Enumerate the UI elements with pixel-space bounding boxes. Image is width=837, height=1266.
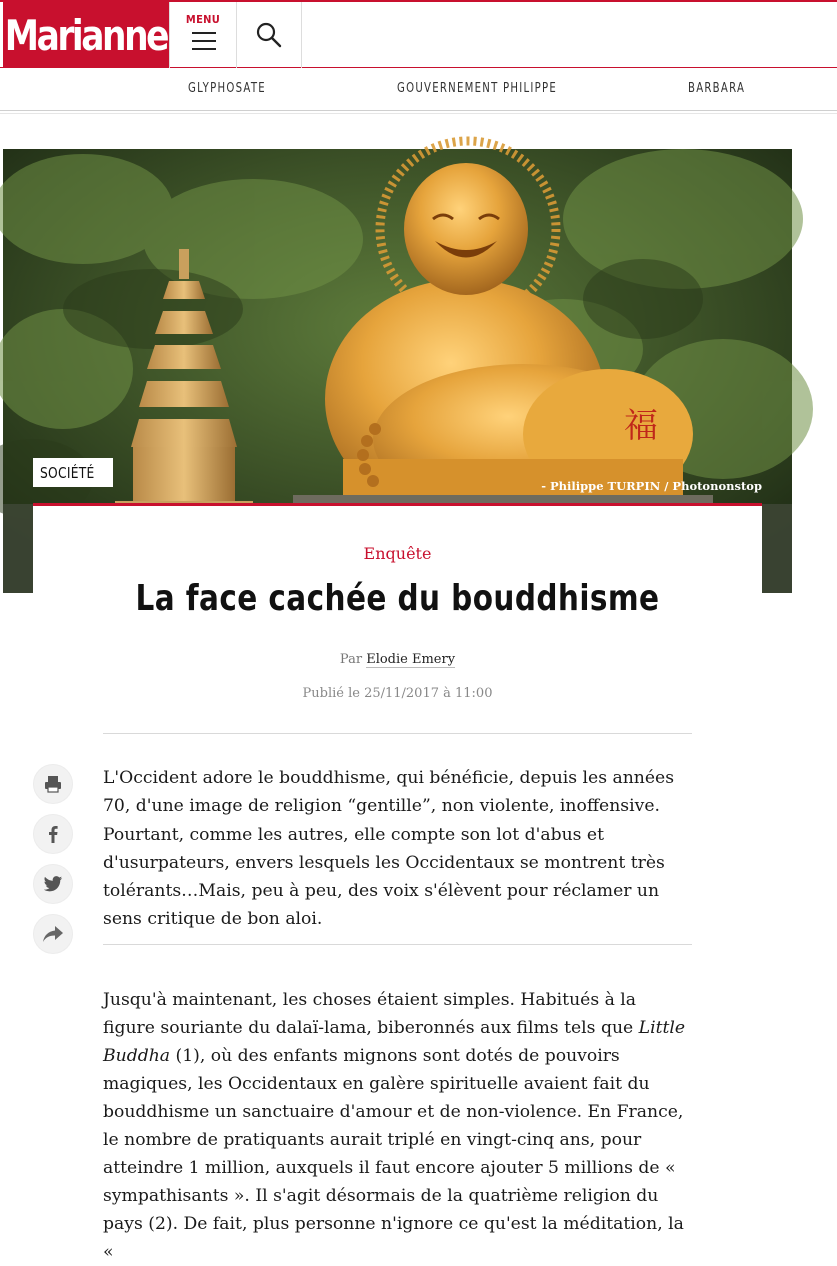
marianne-logo[interactable]: [3, 2, 169, 68]
menu-button[interactable]: [169, 2, 237, 68]
twitter-share-button[interactable]: [33, 864, 73, 904]
print-button[interactable]: [33, 764, 73, 804]
body-text-part2: (1), où des enfants mignons sont dotés de pouvoirs magiques, les Occidentaux en galère spirituelle avaient fait du bouddhisme un sanctuaire d'amour et de non-violence. En France, le nombre de pratiquants aurait triplé en vingt-cinq ans, pour atteindre 1 million, auxquels il faut encore ajouter 5 millions de « sympathisants ». Il s'agit désormais de la quatrième religion du pays (2). De fait, plus personne n'ignore ce qu'est la méditation, la «: [103, 1046, 684, 1262]
hamburger-icon: [192, 32, 216, 56]
author-link[interactable]: Elodie Emery: [366, 652, 456, 667]
article-lead: L'Occident adore le bouddhisme, qui bénéficie, depuis les années 70, d'une image de religion “gentille”, non violente, inoffensive. Pourtant, comme les autres, elle compte son lot d'abus et d'usurpateurs, envers lesquels les Occidentaux se montrent très tolérants…Mais, peu à peu, des voix s'élèvent pour réclamer un sens critique de bon aloi.: [103, 768, 675, 930]
more-share-button[interactable]: [33, 914, 73, 954]
nav-item-gouvernement-philippe[interactable]: GOUVERNEMENT PHILIPPE: [397, 81, 558, 96]
fu-character: 福: [624, 406, 658, 446]
byline-prefix: Par: [339, 652, 363, 667]
nav-item-barbara[interactable]: BARBARA: [688, 81, 746, 96]
menu-label: MENU: [185, 13, 221, 26]
article-title: La face cachée du bouddhisme: [135, 578, 660, 619]
facebook-share-button[interactable]: [33, 814, 73, 854]
byline: [33, 652, 762, 667]
divider-bottom: [103, 944, 692, 945]
search-icon: [256, 22, 282, 48]
facebook-icon: [45, 825, 61, 843]
print-icon: [44, 775, 62, 793]
body-text-part1: Jusqu'à maintenant, les choses étaient simples. Habitués à la figure souriante du dalaï-lama, biberonnés aux films tels que: [103, 990, 639, 1038]
twitter-icon: [43, 876, 63, 893]
article-kicker[interactable]: Enquête: [363, 544, 432, 563]
article-header-card: [33, 503, 762, 733]
photo-credit: - Philippe TURPIN / Photononstop: [541, 479, 762, 493]
divider-top: [103, 733, 692, 734]
site-header: [0, 0, 837, 68]
category-tag[interactable]: SOCIÉTÉ: [33, 458, 113, 487]
publish-date: Publié le 25/11/2017 à 11:00: [302, 686, 493, 701]
article-body: [103, 986, 693, 1266]
nav-item-glyphosate[interactable]: GLYPHOSATE: [188, 81, 266, 96]
film-title: Little Buddha: [103, 1018, 686, 1066]
topic-nav: [0, 68, 837, 111]
search-button[interactable]: [237, 2, 302, 68]
logo-text: Marianne: [4, 10, 168, 60]
share-icon: [43, 926, 63, 942]
